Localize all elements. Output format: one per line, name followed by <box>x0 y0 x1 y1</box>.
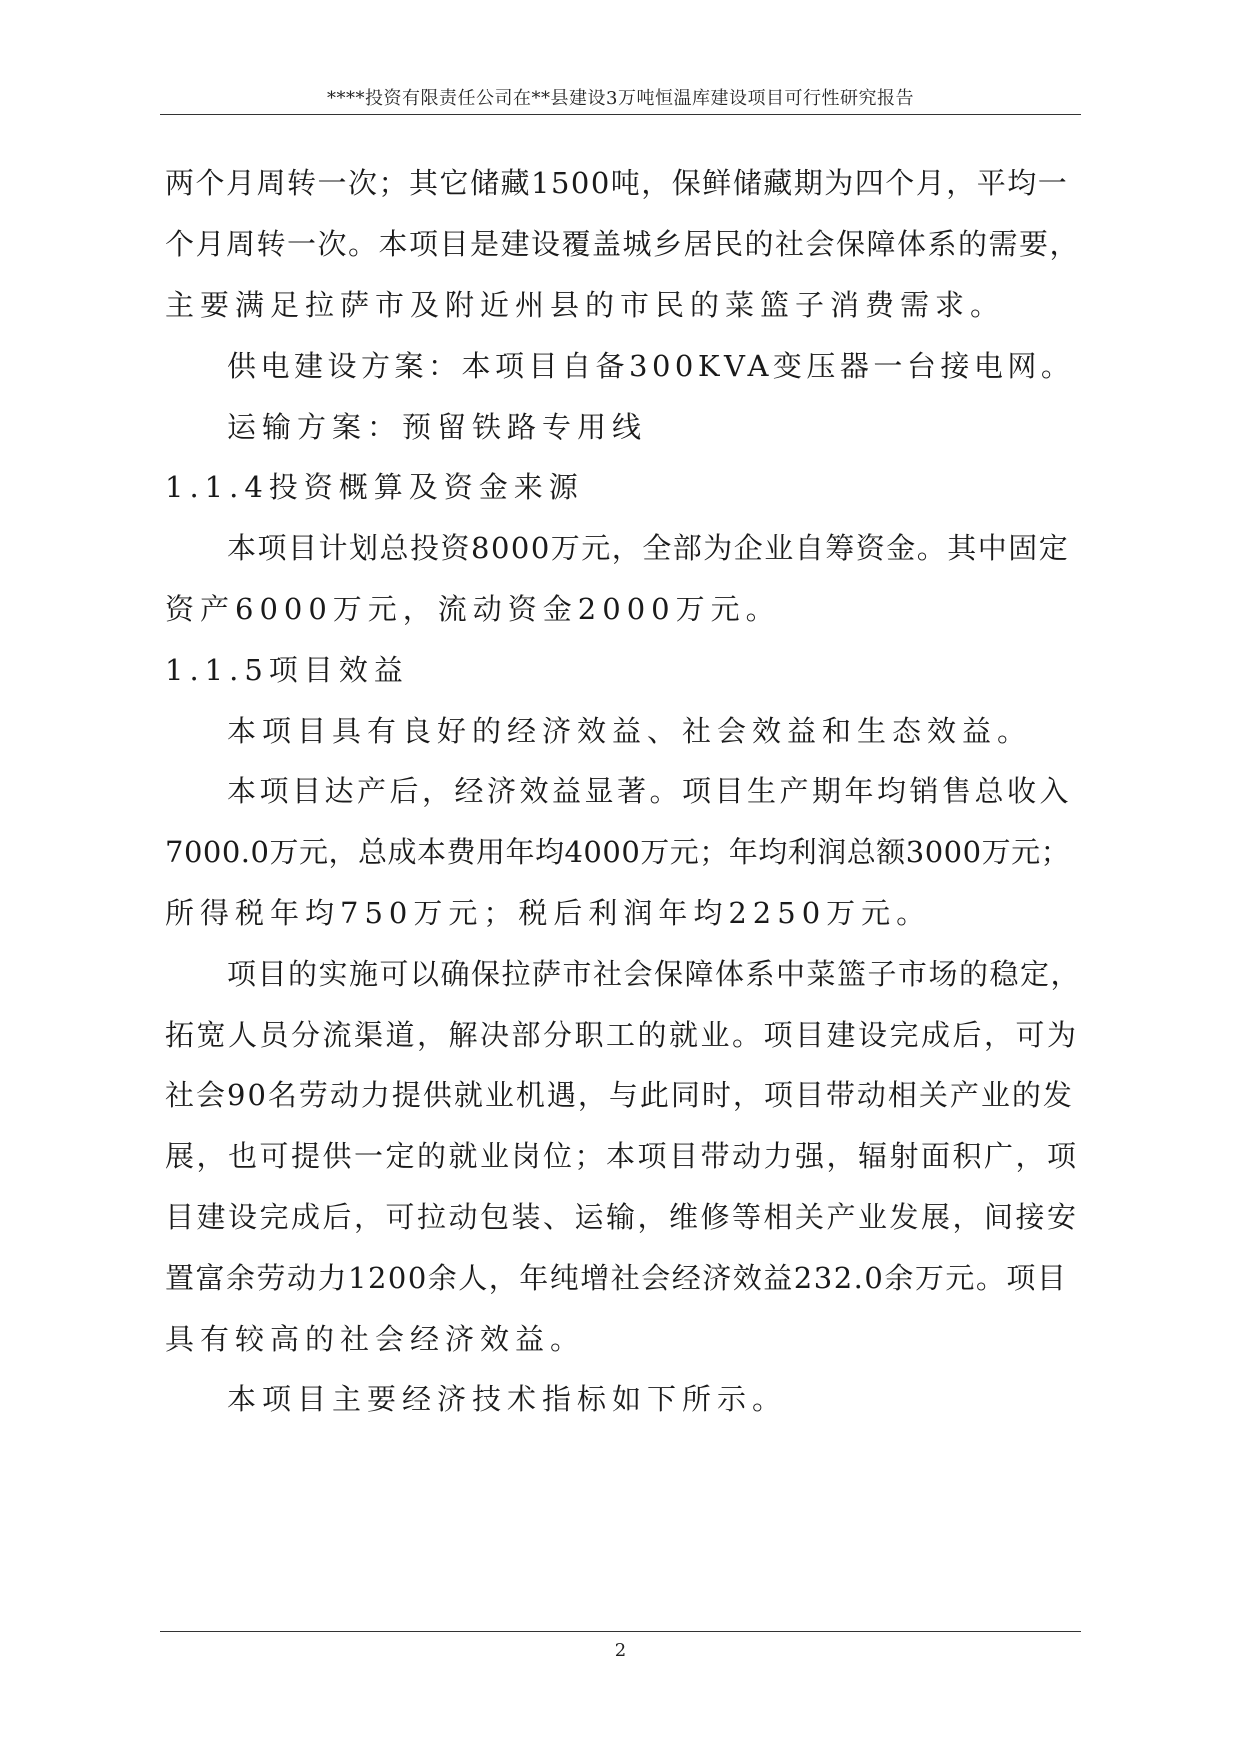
page-header: ****投资有限责任公司在**县建设3万吨恒温库建设项目可行性研究报告 <box>327 88 914 109</box>
paragraph-power-supply: 供电建设方案：本项目自备300KVA变压器一台接电网。 <box>227 349 1075 383</box>
body-line: 本项目达产后，经济效益显著。项目生产期年均销售总收入 <box>227 774 1073 808</box>
body-line: 本项目计划总投资8000万元，全部为企业自筹资金。其中固定 <box>227 531 1070 565</box>
body-line: 资产6000万元，流动资金2000万元。 <box>165 592 781 626</box>
section-heading-benefits: 1.1.5项目效益 <box>165 653 409 687</box>
body-line: 所得税年均750万元；税后利润年均2250万元。 <box>165 896 932 930</box>
body-line: 7000.0万元，总成本费用年均4000万元；年均利润总额3000万元； <box>165 835 1071 869</box>
header-divider <box>160 114 1081 115</box>
body-line: 本项目具有良好的经济效益、社会效益和生态效益。 <box>227 714 1033 748</box>
body-line: 具有较高的社会经济效益。 <box>165 1322 586 1356</box>
body-line: 两个月周转一次；其它储藏1500吨，保鲜储藏期为四个月，平均一 <box>165 166 1069 200</box>
page-number: 2 <box>614 1640 627 1661</box>
body-line: 项目的实施可以确保拉萨市社会保障体系中菜篮子市场的稳定， <box>227 957 1082 991</box>
body-line: 社会90名劳动力提供就业机遇，与此同时，项目带动相关产业的发 <box>165 1078 1074 1112</box>
body-line: 目建设完成后，可拉动包装、运输，维修等相关产业发展，间接安 <box>165 1200 1079 1234</box>
section-heading-investment: 1.1.4投资概算及资金来源 <box>165 470 584 504</box>
body-line: 拓宽人员分流渠道，解决部分职工的就业。项目建设完成后，可为 <box>165 1018 1079 1052</box>
body-line: 个月周转一次。本项目是建设覆盖城乡居民的社会保障体系的需要， <box>165 227 1081 261</box>
body-line: 置富余劳动力1200余人，年纯增社会经济效益232.0余万元。项目 <box>165 1261 1068 1295</box>
footer-divider <box>160 1631 1081 1632</box>
body-line: 主要满足拉萨市及附近州县的市民的菜篮子消费需求。 <box>165 288 1006 322</box>
paragraph-transport: 运输方案：预留铁路专用线 <box>227 410 648 444</box>
body-line: 本项目主要经济技术指标如下所示。 <box>227 1382 788 1416</box>
body-line: 展，也可提供一定的就业岗位；本项目带动力强，辐射面积广，项 <box>165 1139 1079 1173</box>
